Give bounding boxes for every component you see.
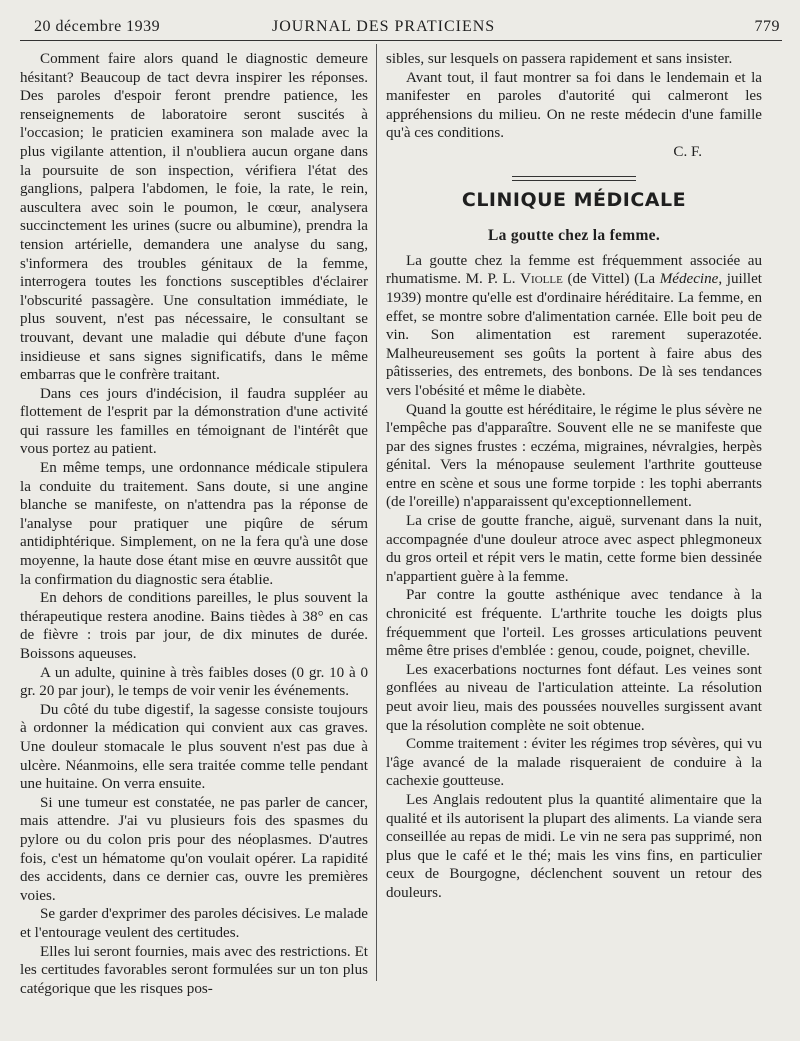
continued-paragraph: sibles, sur lesquels on passera rapidement et sans insister. xyxy=(386,51,733,67)
paragraph: En dehors de conditions pareilles, le plus souvent la thérapeutique restera anodine. Bains tièdes à 38° en cas de fièvre : trois par jour, de dix minutes de durée. Boissons aqueuses. xyxy=(20,590,368,662)
paragraph: Dans ces jours d'indécision, il faudra suppléer au flottement de l'esprit par la démonstration d'une activité qui rassure les familles en témoignant de l'intérêt que vous portez au patient. xyxy=(20,385,368,458)
author-name: Violle xyxy=(520,271,563,288)
right-column xyxy=(386,50,762,903)
article-title: La goutte chez la femme. xyxy=(487,227,661,245)
paragraph: Du côté du tube digestif, la sagesse consiste toujours à ordonner la médication qui convient aux cas graves. Une douleur stomacale le plus souvent n'est pas due à ulcère. Néanmoins, elle sera traitée comme telle pendant une huitaine. On verra ensuite. xyxy=(20,701,368,793)
journal-name: Médecine xyxy=(659,271,719,288)
page-number: 779 xyxy=(754,18,780,35)
paragraph: Comment faire alors quand le diagnostic demeure hésitant? Beaucoup de tact devra inspirer les réponses. Des paroles d'espoir feront prendre patience, les renseignements de laboratoire seront suscités à l'occasion; le praticien examinera son malade avec la plus vigilante attention, il n'oubliera aucun organe dans la poursuite de son inspection, vérifiera l'état des ganglions, palpera l'abdomen, le foie, la rate, le rein, auscultera avec soin le poumon, le cœur, analysera succinctement les urines (sucre ou albumine), prendra la tension artérielle, demandera une analyse du sang, s'informera des troubles génitaux de la femme, interrogera toutes les fonctions susceptibles d'éclairer l'obscurité passagère. Une consultation immédiate, le plus souvent, n'est pas nécessaire, le consultant se trouvant, devant une maladie qui débute d'une façon insidieuse et sans signes significatifs, dans le même embarras que le confrère traitant. xyxy=(20,51,368,384)
paragraph: A un adulte, quinine à très faibles doses (0 gr. 10 à 0 gr. 20 par jour), le temps de voir venir les événements. xyxy=(20,664,368,700)
header-date: 20 décembre 1939 xyxy=(34,18,161,35)
paragraph: Les Anglais redoutent plus la quantité alimentaire que la qualité et ils autorisent la plupart des aliments. La viande sera conseillée au repas de midi. Le vin ne sera pas supprimé, non plus que le café et le thé; mais les vins fins, en particulier ceux de Bourgogne, déclenchent souvent un retour des douleurs. xyxy=(386,791,762,901)
paragraph: Elles lui seront fournies, mais avec des restrictions. Et les certitudes favorables seront formulées sur un ton plus catégorique que les risques pos- xyxy=(20,943,368,997)
paragraph: Par contre la goutte asthénique avec tendance à la chronicité est fréquente. L'arthrite touche les doigts plus fréquemment que l'orteil. Les grosses articulations peuvent même être prises d'emblée : genou, coude, poignet, cheville. xyxy=(386,587,762,660)
section-title: CLINIQUE MÉDICALE xyxy=(461,188,687,211)
paragraph: Si une tumeur est constatée, ne pas parler de cancer, mais attendre. J'ai vu plusieurs fois des spasmes du pylore ou du colon pris pour des néoplasmes. D'autres fois, c'est un hématome qu'on voulait opérer. La rapidité des accidents, dans ce dernier cas, ouvre les premières voies. xyxy=(20,794,368,904)
paragraph: Quand la goutte est héréditaire, le régime le plus sévère ne l'empêche pas d'apparaître. Souvent elle ne se manifeste que par des signes frustes : eczéma, migraines, névralgies, herpès génital. Vers la ménopause seulement l'arthrite goutteuse entre en scène et sous une forme torpide : les tophi aberrants (de l'oreille) n'apparaissent qu'exceptionnellement. xyxy=(386,401,762,511)
paragraph: Comme traitement : éviter les régimes trop sévères, qui vu l'âge avancé de la malade risqueraient de conduire à la cachexie goutteuse. xyxy=(386,736,762,790)
column-divider xyxy=(376,44,377,981)
text-run: La goutte chez la femme est fréquemment associée au rhumatisme. M. P. L. xyxy=(386,252,762,288)
journal-title: JOURNAL DES PRATICIENS xyxy=(272,18,496,35)
paragraph: Se garder d'exprimer des paroles décisives. Le malade et l'entourage veulent des certitudes. xyxy=(20,906,368,941)
text-run: , juillet 1939) montre qu'elle est d'ordinaire héréditaire. La femme, en effet, se montre sobre d'alimentation carnée. Elle boit peu de vin. Son alimentation est rarement superazotée. Malheureusement ses goûts la portent à faire abus des pâtisseries, des entremets, des bonbons. De là ses tendances vers l'obésité et même le diabète. xyxy=(386,271,762,399)
paragraph xyxy=(386,252,762,401)
paragraph: La crise de goutte franche, aiguë, survenant dans la nuit, accompagnée d'une douleur atroce avec aspect phlegmoneux du gros orteil et répit vers le matin, cette forme bien dessinée n'appartient guère à la femme. xyxy=(386,513,762,585)
text-run: (de Vittel) (La xyxy=(567,271,656,288)
left-column xyxy=(20,50,368,998)
section-separator xyxy=(512,176,636,181)
header-rule xyxy=(20,40,782,41)
paragraph: En même temps, une ordonnance médicale stipulera la conduite du traitement. Sans doute, si une angine blanche se manifeste, on n'attendra pas la réponse de l'analyse pour pratiquer une piqûre de sérum antidiphtérique. Simplement, on ne la fera qu'à une dose moyenne, la haute dose étant mise en œuvre aussitôt que la confirmation du diagnostic sera établie. xyxy=(20,460,368,588)
author-signature: C. F. xyxy=(673,143,702,160)
closing-paragraph: Avant tout, il faut montrer sa foi dans le lendemain et la manifester en paroles d'autorité qui calmeront les appréhensions du milieu. On ne reste médecin d'une famille qu'à ces conditions. xyxy=(386,69,762,142)
running-header xyxy=(20,18,782,40)
paragraph: Les exacerbations nocturnes font défaut. Les veines sont gonflées au niveau de l'articulation atteinte. La résolution peut avoir lieu, mais des poussées nouvelles surgissent avant que la résolution complète ne soit obtenue. xyxy=(386,661,762,734)
